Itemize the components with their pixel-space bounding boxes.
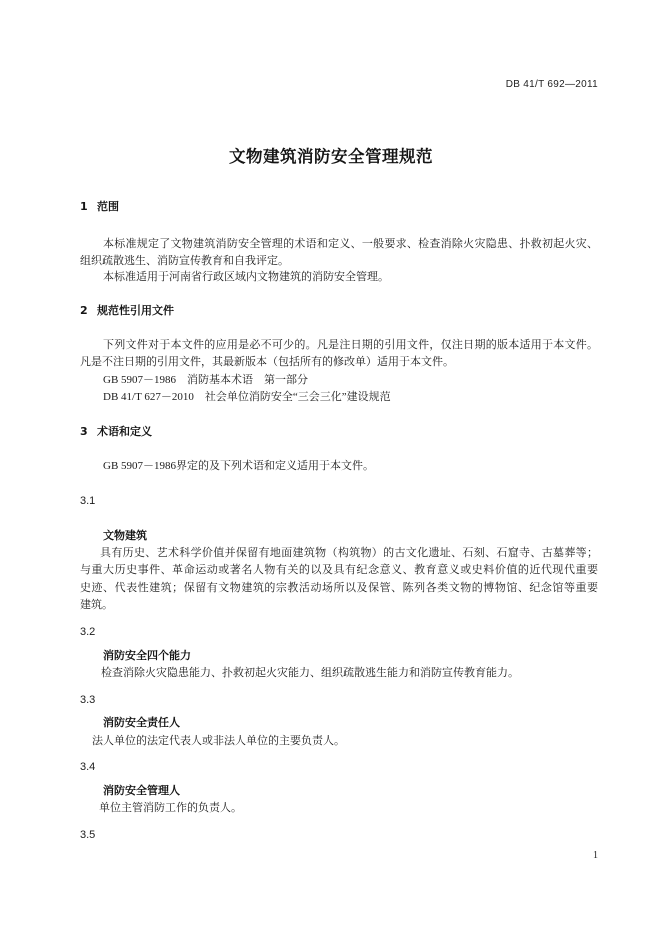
section-title: 规范性引用文件 <box>97 304 174 317</box>
paragraph-line: 下列文件对于本文件的应用是必不可少的。凡是注日期的引用文件，仅注日期的版本适用于本文件。 <box>103 339 598 351</box>
definition-line: 与重大历史事件、革命运动或著名人物有关的以及具有纪念意义、教育意义或史料价值的近代现代重要 <box>80 564 598 576</box>
clause-number: 3.2 <box>80 626 96 638</box>
standard-code-header: DB 41/T 692—2011 <box>505 79 598 90</box>
reference-item: GB 5907－1986 消防基本术语 第一部分 <box>103 374 309 386</box>
clause-number: 3.4 <box>80 761 96 773</box>
clause-number: 3.3 <box>80 694 96 706</box>
page-number: 1 <box>593 850 598 861</box>
term-name: 消防安全责任人 <box>103 716 180 729</box>
section-title: 范围 <box>97 200 119 213</box>
definition-line: 史迹、代表性建筑；保留有文物建筑的宗教活动场所以及保管、陈列各类文物的博物馆、纪念馆等重要 <box>80 582 598 594</box>
term-name: 消防安全四个能力 <box>103 649 191 662</box>
document-title: 文物建筑消防安全管理规范 <box>229 147 433 166</box>
section-heading-normative-references <box>80 303 174 319</box>
section-number: 1 <box>80 200 88 213</box>
paragraph-line: 凡是不注日期的引用文件，其最新版本（包括所有的修改单）适用于本文件。 <box>80 356 454 368</box>
definition-line: 法人单位的法定代表人或非法人单位的主要负责人。 <box>92 735 345 747</box>
section-title: 术语和定义 <box>97 425 152 438</box>
section-number: 3 <box>80 425 88 438</box>
paragraph-line: 本标准规定了文物建筑消防安全管理的术语和定义、一般要求、检查消除火灾隐患、扑救初起火灾、 <box>103 238 598 250</box>
section-intro: GB 5907－1986界定的及下列术语和定义适用于本文件。 <box>103 460 375 472</box>
section-heading-scope <box>80 199 119 215</box>
term-name: 消防安全管理人 <box>103 784 180 797</box>
clause-number: 3.5 <box>80 829 96 841</box>
definition-line: 单位主管消防工作的负责人。 <box>99 802 242 814</box>
definition-line: 检查消除火灾隐患能力、扑救初起火灾能力、组织疏散逃生能力和消防宣传教育能力。 <box>101 667 519 679</box>
paragraph-line: 组织疏散逃生、消防宣传教育和自我评定。 <box>80 255 289 267</box>
reference-item: DB 41/T 627－2010 社会单位消防安全“三会三化”建设规范 <box>103 391 391 403</box>
paragraph-line: 本标准适用于河南省行政区域内文物建筑的消防安全管理。 <box>103 271 389 283</box>
definition-line: 具有历史、艺术科学价值并保留有地面建筑物（构筑物）的古文化遗址、石刻、石窟寺、古墓葬等； <box>100 547 598 559</box>
definition-line: 建筑。 <box>80 599 113 611</box>
section-heading-terms-definitions <box>80 424 152 440</box>
term-name: 文物建筑 <box>103 529 147 542</box>
section-number: 2 <box>80 304 88 317</box>
clause-number: 3.1 <box>80 495 96 507</box>
